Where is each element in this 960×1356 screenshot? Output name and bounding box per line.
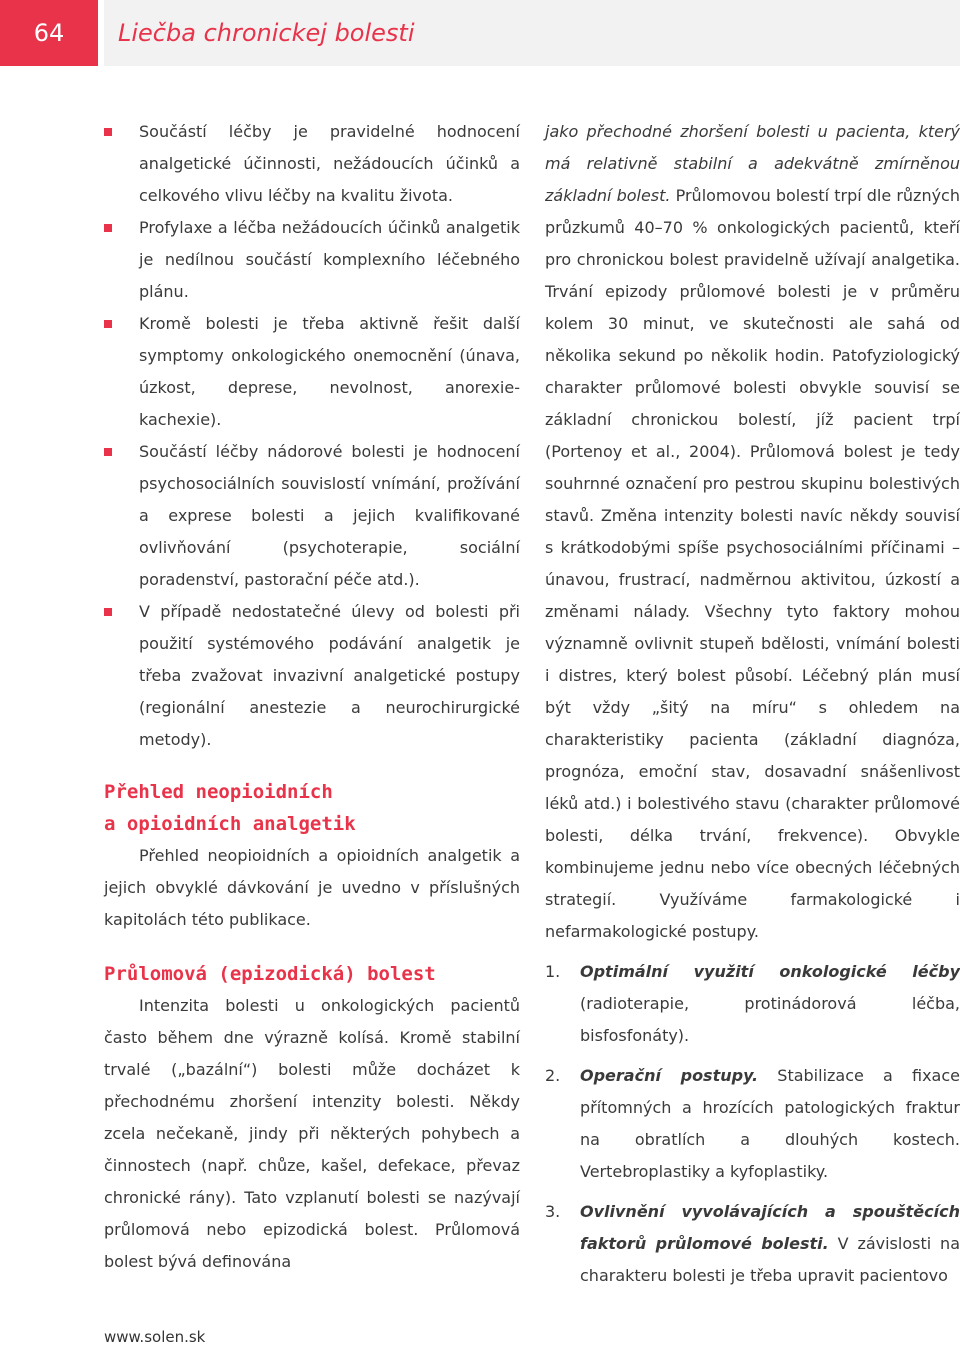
- section-text-analgesics: Přehled neopioidních a opioidních analgetik a jejich obvyklé dávkování je uvedno v příslušných kapitolách této publikace.: [104, 846, 520, 929]
- list-item: 1. Optimální využití onkologické léčby (radioterapie, protinádorová léčba, bisfosfonáty).: [545, 962, 960, 1045]
- list-item: Kromě bolesti je třeba aktivně řešit další symptomy onkologického onemocnění (únava, úzkost, deprese, nevolnost, anorexie-kachexie).: [104, 308, 520, 436]
- intro-body: Průlomovou bolestí trpí dle různých průzkumů 40–70 % onkologických pacientů, kteří pro chronickou bolest pravidelně užívají analgetika. Trvání epizody průlomové bolesti je v průměru kolem 30 minut, ve skutečnosti ale sahá od několika sekund po několik hodin. Patofyziologický charakter průlomové bolesti obvykle souvisí se základní chronickou bolestí, jíž pacient trpí (Portenoy et al., 2004). Průlomová bolest je tedy souhrnné označení pro pestrou skupinu bolestivých stavů. Změna intenzity bolesti navíc někdy souvisí s krátkodobými spíše psychosociálními příčinami – únavou, frustrací, nadměrnou aktivitou, úzkostí a změnami nálady. Všechny tyto faktory mohou významně ovlivnit stupeň bdělosti, vnímání bolesti i distres, který bolest působí. Léčebný plán musí být vždy „šitý na míru“ s ohledem na charakteristiky pacienta (základní diagnóza, prognóza, emoční stav, dosavadní snášenlivost léků atd.) i bolestivého stavu (charakter průlomové bolesti, délka trvání, frekvence). Obvykle kombinujeme jednu nebo více obecných léčebných strategií. Využíváme farmakologické i nefarmakologické postupy.: [545, 186, 960, 941]
- page-number: 64: [0, 0, 98, 66]
- bullet-list: [104, 116, 520, 756]
- section-text-breakthrough-pain: Intenzita bolesti u onkologických pacientů často během dne výrazně kolísá. Kromě stabilní trvalé („bazální“) bolesti může docházet k přechodnému zhoršení intenzity bolesti. Někdy zcela nečekaně, jindy při některých pohybech a činnostech (např. chůze, kašel, defekace, převaz chronické rány). Tato vzplanutí bolesti se nazývají průlomová nebo epizodická bolest. Průlomová bolest bývá definována: [104, 996, 520, 1271]
- list-item: 2. Operační postupy. Stabilizace a fixace přítomných a hrozících patologických fraktur na obratlích a dlouhých kostech. Vertebroplastiky a kyfoplastiky.: [545, 1066, 960, 1181]
- square-bullet-icon: [104, 320, 112, 328]
- square-bullet-icon: [104, 128, 112, 136]
- footer-url[interactable]: www.solen.sk: [104, 1328, 206, 1346]
- square-bullet-icon: [104, 448, 112, 456]
- list-item: Profylaxe a léčba nežádoucích účinků analgetik je nedílnou součástí komplexního léčebného plánu.: [104, 212, 520, 308]
- square-bullet-icon: [104, 608, 112, 616]
- numbered-list: [545, 956, 960, 1292]
- list-item: 3. Ovlivnění vyvolávajících a spouštěcích faktorů průlomové bolesti. V závislosti na charakteru bolesti je třeba upravit pacientovo: [545, 1202, 960, 1285]
- left-column: [104, 116, 520, 1278]
- page-header: [0, 0, 960, 66]
- square-bullet-icon: [104, 224, 112, 232]
- chapter-title-bar: [104, 0, 960, 66]
- section-heading-analgesics: Přehled neopioidních a opioidních analgetik: [104, 781, 356, 835]
- right-intro-paragraph: [545, 116, 960, 948]
- list-item: Součástí léčby je pravidelné hodnocení analgetické účinnosti, nežádoucích účinků a celkového vlivu léčby na kvalitu života.: [104, 116, 520, 212]
- definition-italic: jako přechodné zhoršení bolesti u pacienta, který má relativně stabilní a adekvátně zmírněnou základní bolest.: [545, 122, 960, 205]
- chapter-title: Liečba chronickej bolesti: [118, 19, 415, 47]
- list-item: V případě nedostatečné úlevy od bolesti při použití systémového podávání analgetik je třeba zvažovat invazivní analgetické postupy (regionální anestezie a neurochirurgické metody).: [104, 596, 520, 756]
- section-heading-breakthrough-pain: Průlomová (epizodická) bolest: [104, 963, 436, 985]
- list-item: Součástí léčby nádorové bolesti je hodnocení psychosociálních souvislostí vnímání, prožívání a exprese bolesti a jejich kvalifikované ovlivňování (psychoterapie, sociální poradenství, pastorační péče atd.).: [104, 436, 520, 596]
- right-column: [545, 116, 960, 1300]
